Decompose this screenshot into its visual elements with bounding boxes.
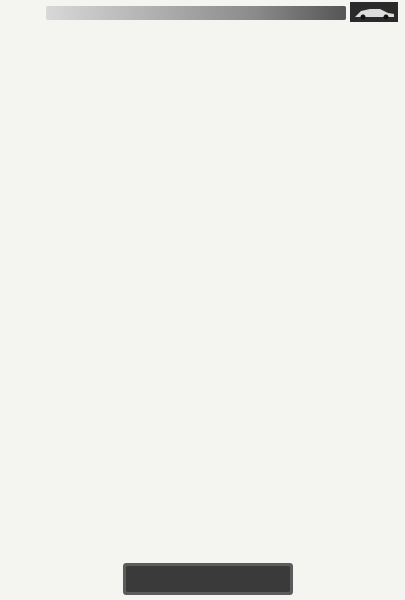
page-header (6, 2, 398, 22)
nissan-logo (123, 563, 293, 595)
title-bar (46, 6, 346, 20)
car-icon (350, 2, 398, 22)
